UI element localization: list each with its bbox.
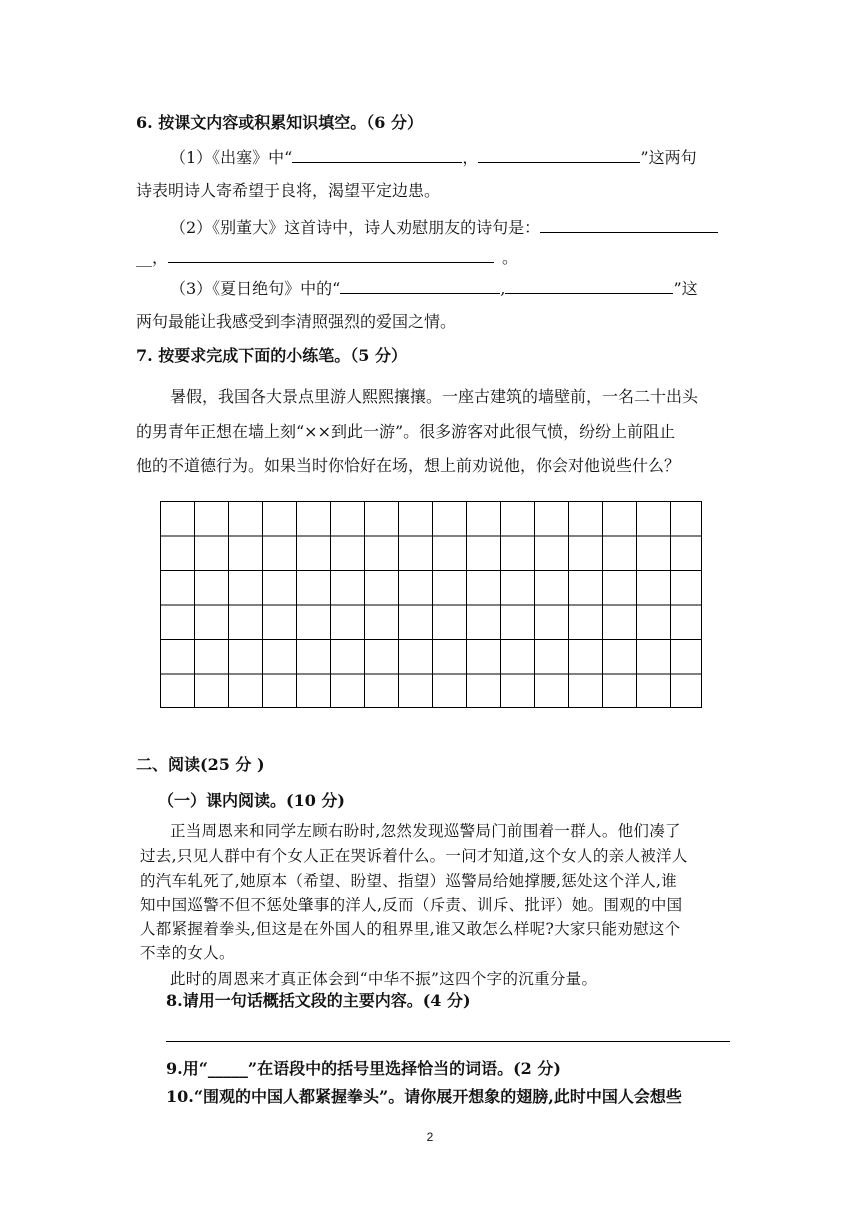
q6-part1-suffix: ”这两句 [640, 148, 697, 167]
reading-para-line: 正当周恩来和同学左顾右盼时,忽然发现巡警局门前围着一群人。他们凑了 [170, 822, 681, 840]
q9-title: 9.用“_____”在语段中的括号里选择恰当的词语。(2 分) [166, 1059, 561, 1078]
q6-part1-cont: 诗表明诗人寄希望于良将，渴望平定边患。 [136, 181, 441, 200]
q7-text-line2: 的男青年正想在墙上刻“××到此一游”。很多游客对此很气愤，纷纷上前阻止 [136, 422, 676, 441]
q6-title: 6. 按课文内容或积累知识填空。（6 分） [136, 113, 423, 132]
q6-part2-prefix: （2）《别董大》这首诗中，诗人劝慰朋友的诗句是： [170, 218, 541, 237]
q10-title: 10.“围观的中国人都紧握拳头”。请你展开想象的翅膀,此时中国人会想些 [166, 1087, 682, 1106]
q6-part1-prefix: （1）《出塞》中“ [170, 148, 293, 167]
answer-blank[interactable] [478, 146, 640, 163]
writing-grid[interactable] [160, 501, 702, 708]
q7-title: 7. 按要求完成下面的小练笔。（5 分） [136, 346, 407, 365]
q6-part3-comma: , [500, 279, 506, 298]
q8-title: 8.请用一句话概括文段的主要内容。(4 分) [166, 991, 471, 1010]
q7-text-line1: 暑假，我国各大景点里游人熙熙攘攘。一座古建筑的墙壁前，一名二十出头 [170, 387, 699, 406]
q6-part3-cont: 两句最能让我感受到李清照强烈的爱国之情。 [136, 312, 457, 331]
answer-blank[interactable] [505, 277, 673, 294]
q6-part1-comma: ， [462, 148, 479, 167]
q6-part2 [170, 216, 730, 239]
q6-part2-end: 。 [502, 248, 519, 267]
reading-para-line: 知中国巡警不但不惩处肇事的洋人,反而（斥责、训斥、批评）她。围观的中国 [140, 896, 683, 914]
answer-line[interactable] [166, 1041, 730, 1042]
reading-para2: 此时的周恩来才真正体会到“中华不振”这四个字的沉重分量。 [170, 970, 598, 988]
page-number: 2 [426, 1130, 434, 1144]
reading-para-line: 的汽车轧死了,她原本（希望、盼望、指望）巡警局给她撑腰,惩处这个洋人,谁 [140, 872, 678, 890]
reading-para-line: 人都紧握着拳头,但这是在外国人的租界里,谁又敢怎么样呢?大家只能劝慰这个 [140, 920, 681, 938]
reading-para-line: 过去,只见人群中有个女人正在哭诉着什么。一问才知道,这个女人的亲人被洋人 [140, 847, 688, 865]
answer-blank[interactable] [540, 216, 718, 233]
answer-blank[interactable] [292, 146, 462, 163]
q6-part3-suffix: ”这 [673, 279, 698, 298]
q6-part1 [170, 146, 730, 169]
q7-text-line3: 他的不道德行为。如果当时你恰好在场，想上前劝说他，你会对他说些什么？ [136, 456, 681, 475]
q6-part3-prefix: （3）《夏日绝句》中的“ [170, 279, 341, 298]
q6-part2-cont [136, 246, 730, 269]
answer-blank[interactable] [168, 246, 494, 263]
section2-title: 二、阅读(25 分 ) [136, 755, 265, 774]
answer-blank[interactable] [340, 277, 500, 294]
q6-part2-lead: __， [136, 248, 169, 267]
section2-sub1: （一）课内阅读。(10 分) [158, 791, 345, 810]
q6-part3 [170, 277, 730, 300]
reading-para-line: 不幸的女人。 [140, 944, 235, 962]
